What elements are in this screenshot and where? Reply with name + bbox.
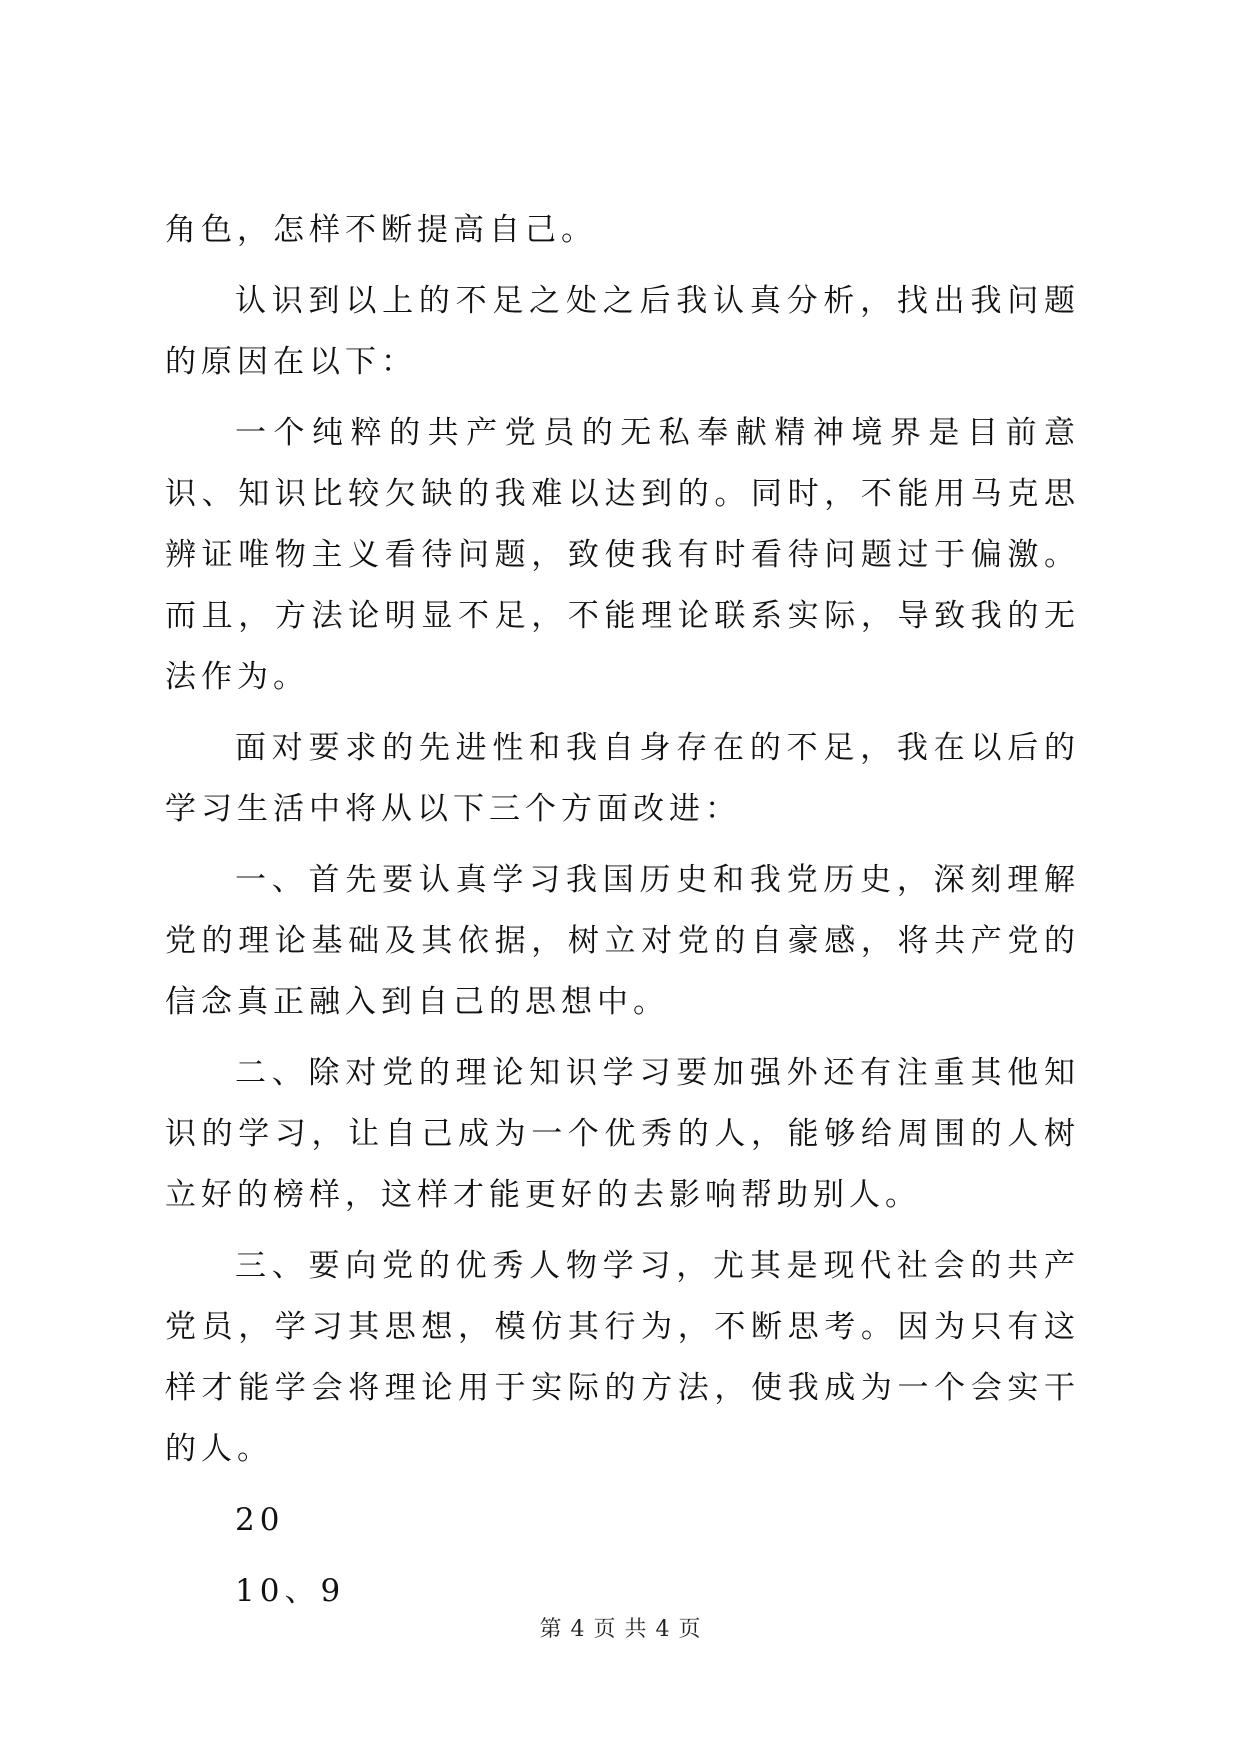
page-footer <box>0 1612 1241 1643</box>
paragraph-date-month-day: 10、9 <box>235 1573 346 1609</box>
paragraph-5: 一、首先要认真学习我国历史和我党历史，深刻理解党的理论基础及其依据，树立对党的自豪感，将共产党的信念真正融入到自己的思想中。 <box>165 862 1080 1020</box>
paragraph-2: 认识到以上的不足之处之后我认真分析，找出我问题的原因在以下： <box>165 283 1080 380</box>
page-number-label: 第 4 页 共 4 页 <box>539 1617 702 1642</box>
paragraph-date-year: 20 <box>235 1502 285 1538</box>
paragraph-6: 二、除对党的理论知识学习要加强外还有注重其他知识的学习，让自己成为一个优秀的人，能够给周围的人树立好的榜样，这样才能更好的去影响帮助别人。 <box>165 1055 1080 1213</box>
paragraph-1: 角色，怎样不断提高自己。 <box>165 212 597 248</box>
paragraph-7: 三、要向党的优秀人物学习，尤其是现代社会的共产党员，学习其思想，模仿其行为，不断思考。因为只有这样才能学会将理论用于实际的方法，使我成为一个会实干的人。 <box>165 1248 1080 1467</box>
paragraph-3: 一个纯粹的共产党员的无私奉献精神境界是目前意识、知识比较欠缺的我难以达到的。同时，不能用马克思辨证唯物主义看待问题，致使我有时看待问题过于偏激。而且，方法论明显不足，不能理论联系实际，导致我的无法作为。 <box>165 415 1080 695</box>
document-body <box>165 200 1080 1632</box>
paragraph-4: 面对要求的先进性和我自身存在的不足，我在以后的学习生活中将从以下三个方面改进： <box>165 730 1080 827</box>
